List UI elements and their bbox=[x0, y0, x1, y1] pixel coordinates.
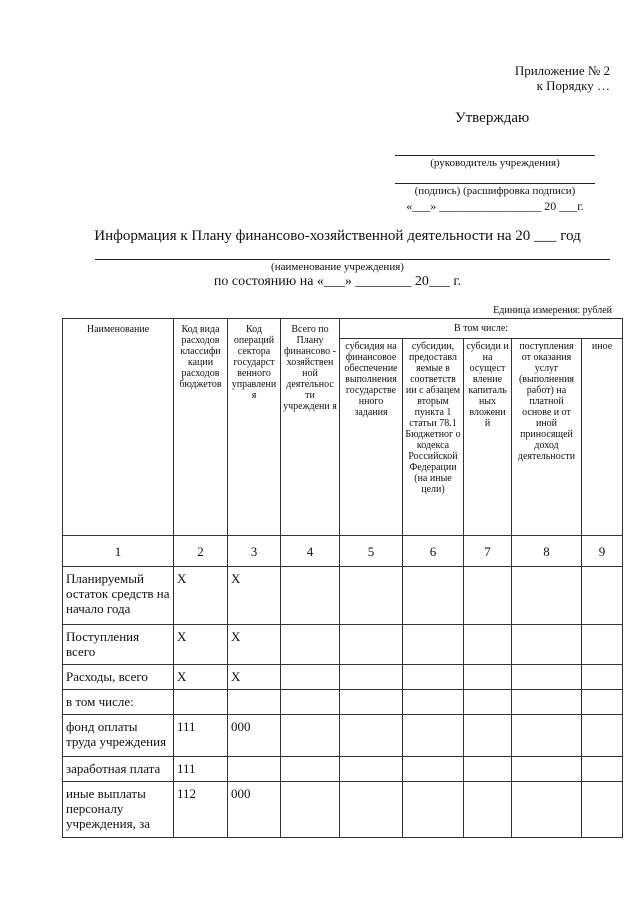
row-cell bbox=[403, 757, 464, 782]
row-cell bbox=[464, 690, 512, 715]
row-cell bbox=[340, 757, 403, 782]
appendix-reference: к Порядку … bbox=[536, 78, 610, 93]
row-kosgu: X bbox=[228, 665, 281, 690]
row-cell bbox=[464, 757, 512, 782]
table-row bbox=[63, 715, 623, 757]
row-name: в том числе: bbox=[63, 690, 174, 715]
header-col8 bbox=[512, 339, 582, 536]
plan-table bbox=[62, 318, 623, 838]
header-kvr-text: Код вида расходов классифи кации расходов бюджетов bbox=[179, 324, 222, 390]
row-cell bbox=[340, 715, 403, 757]
row-cell bbox=[464, 567, 512, 625]
row-kvr: 111 bbox=[174, 715, 228, 757]
row-cell bbox=[340, 625, 403, 665]
row-name: Расходы, всего bbox=[63, 665, 174, 690]
head-caption: (руководитель учреждения) bbox=[430, 157, 560, 169]
row-cell bbox=[512, 567, 582, 625]
row-cell bbox=[403, 715, 464, 757]
table-row bbox=[63, 782, 623, 838]
row-cell bbox=[582, 665, 623, 690]
table-row bbox=[63, 625, 623, 665]
signature-caption: (подпись) (расшифровка подписи) bbox=[414, 185, 576, 197]
row-cell bbox=[403, 567, 464, 625]
row-cell bbox=[512, 715, 582, 757]
row-kosgu: 000 bbox=[228, 782, 281, 838]
row-kosgu: X bbox=[228, 567, 281, 625]
col-number: 9 bbox=[582, 536, 623, 567]
row-name: заработная плата bbox=[63, 757, 174, 782]
row-cell bbox=[403, 782, 464, 838]
row-kvr bbox=[174, 690, 228, 715]
table-row bbox=[63, 690, 623, 715]
row-name: Планируемый остаток средств на начало года bbox=[63, 567, 174, 625]
approval-date: «___» _________________ 20 ___г. bbox=[406, 199, 584, 213]
row-cell bbox=[403, 665, 464, 690]
row-cell bbox=[512, 690, 582, 715]
col-number: 5 bbox=[340, 536, 403, 567]
row-cell bbox=[582, 757, 623, 782]
row-cell bbox=[582, 690, 623, 715]
header-col6-text: субсидии, предоставл яемые в соответств ии с абзацем вторым пункта 1 статьи 78.1 Бюджетног о кодекса Российской Федерации (на иные цели) bbox=[405, 341, 461, 495]
row-cell bbox=[340, 782, 403, 838]
col-number: 7 bbox=[464, 536, 512, 567]
row-cell bbox=[512, 665, 582, 690]
col-number: 1 bbox=[63, 536, 174, 567]
column-numbers-row bbox=[63, 536, 623, 567]
row-cell bbox=[582, 715, 623, 757]
col-number: 2 bbox=[174, 536, 228, 567]
row-cell bbox=[281, 625, 340, 665]
header-name-text: Наименование bbox=[86, 324, 150, 335]
row-cell bbox=[281, 690, 340, 715]
header-kvr bbox=[174, 319, 228, 536]
table-row bbox=[63, 567, 623, 625]
row-cell bbox=[464, 665, 512, 690]
approve-heading: Утверждаю bbox=[455, 110, 530, 126]
row-cell bbox=[281, 665, 340, 690]
row-cell bbox=[340, 690, 403, 715]
col-number: 6 bbox=[403, 536, 464, 567]
row-kvr: 112 bbox=[174, 782, 228, 838]
col-number: 4 bbox=[281, 536, 340, 567]
row-cell bbox=[281, 715, 340, 757]
header-name bbox=[63, 319, 174, 536]
row-name: Поступления всего bbox=[63, 625, 174, 665]
row-kosgu bbox=[228, 690, 281, 715]
row-name: иные выплаты персоналу учреждения, за bbox=[63, 782, 174, 838]
header-total-text: Всего по Плану финансово - хозяйствен ной деятельнос ти учреждени я bbox=[283, 324, 337, 412]
row-cell bbox=[464, 715, 512, 757]
org-caption: (наименование учреждения) bbox=[271, 261, 404, 273]
row-cell bbox=[403, 625, 464, 665]
header-col6 bbox=[403, 339, 464, 536]
header-col9-text: иное bbox=[591, 341, 613, 352]
row-cell bbox=[464, 782, 512, 838]
header-kosgu bbox=[228, 319, 281, 536]
row-cell bbox=[281, 757, 340, 782]
as-of-date: по состоянию на «___» ________ 20___ г. bbox=[213, 274, 462, 289]
org-name-line bbox=[95, 259, 610, 260]
row-cell bbox=[582, 567, 623, 625]
table-row bbox=[63, 757, 623, 782]
header-col9 bbox=[582, 339, 623, 536]
header-col8-text: поступления от оказания услуг (выполнения работ) на платной основе и от иной приносящей доход деятельности bbox=[517, 341, 576, 462]
unit-label: Единица измерения: рублей bbox=[493, 305, 612, 316]
header-col7 bbox=[464, 339, 512, 536]
appendix-number: Приложение № 2 bbox=[514, 63, 610, 78]
row-cell bbox=[512, 782, 582, 838]
header-including-text: В том числе: bbox=[453, 323, 509, 334]
row-cell bbox=[281, 782, 340, 838]
header-col5-text: субсидия на финансовое обеспечение выполнения государстве нного задания bbox=[344, 341, 398, 418]
row-cell bbox=[281, 567, 340, 625]
table-row bbox=[63, 665, 623, 690]
row-cell bbox=[340, 567, 403, 625]
row-kosgu: 000 bbox=[228, 715, 281, 757]
document-title: Информация к Плану финансово-хозяйственной деятельности на 20 ___ год bbox=[94, 228, 581, 244]
col-number: 8 bbox=[512, 536, 582, 567]
row-kvr: 111 bbox=[174, 757, 228, 782]
head-signature-line bbox=[395, 155, 595, 156]
header-including bbox=[340, 319, 623, 339]
header-total bbox=[281, 319, 340, 536]
row-cell bbox=[582, 625, 623, 665]
row-kvr: X bbox=[174, 625, 228, 665]
row-kvr: X bbox=[174, 567, 228, 625]
header-col5 bbox=[340, 339, 403, 536]
row-cell bbox=[512, 757, 582, 782]
row-kosgu bbox=[228, 757, 281, 782]
signature-line bbox=[395, 183, 595, 184]
row-name: фонд оплаты труда учреждения bbox=[63, 715, 174, 757]
row-cell bbox=[403, 690, 464, 715]
row-cell bbox=[340, 665, 403, 690]
row-cell bbox=[582, 782, 623, 838]
row-cell bbox=[512, 625, 582, 665]
header-kosgu-text: Код операций сектора государст венного управлени я bbox=[231, 324, 277, 401]
row-kosgu: X bbox=[228, 625, 281, 665]
header-col7-text: субсиди и на осущест вление капиталь ных вложени й bbox=[466, 341, 509, 429]
col-number: 3 bbox=[228, 536, 281, 567]
row-cell bbox=[464, 625, 512, 665]
row-kvr: X bbox=[174, 665, 228, 690]
